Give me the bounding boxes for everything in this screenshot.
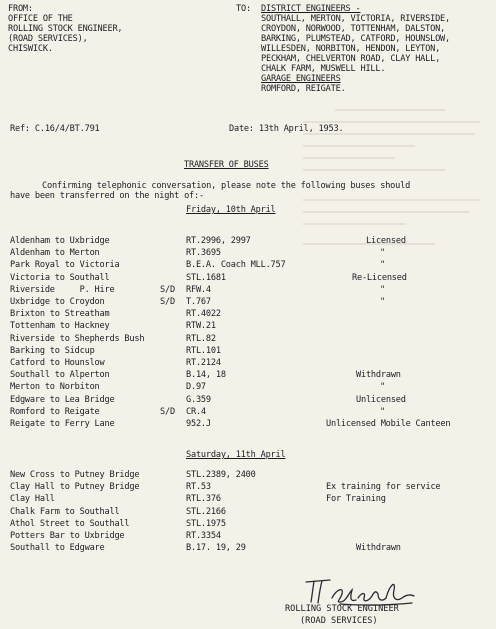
single-deck-cell: S/D <box>160 406 175 417</box>
route-cell: Victoria to Southall <box>10 272 110 283</box>
from-line-1: OFFICE OF THE <box>8 14 73 24</box>
garage-line: ROMFORD, REIGATE. <box>261 84 346 94</box>
route-cell: Riverside to Shepherds Bush <box>10 333 145 344</box>
bus-number-cell: RT.2996, 2997 <box>186 236 251 246</box>
from-line-3: (ROAD SERVICES), <box>8 34 88 44</box>
route-cell: Clay Hall <box>10 494 55 505</box>
status-note-cell: Unlicensed Mobile Canteen <box>326 419 451 429</box>
table-row <box>0 470 496 480</box>
document-title: TRANSFER OF BUSES <box>184 160 269 170</box>
route-cell: Barking to Sidcup <box>10 345 95 356</box>
route-cell: Park Royal to Victoria <box>10 260 120 271</box>
status-note-cell: Withdrawn <box>356 543 401 554</box>
to-line-1: SOUTHALL, MERTON, VICTORIA, RIVERSIDE, <box>261 14 451 24</box>
status-note-cell: " <box>380 382 385 393</box>
table-row <box>0 260 496 270</box>
route-cell: Reigate to Ferry Lane <box>10 419 115 429</box>
route-cell: Uxbridge to Croydon <box>10 297 105 307</box>
route-cell: Riverside P. Hire <box>10 284 115 295</box>
table-row <box>0 370 496 380</box>
bus-number-cell: B.17. 19, 29 <box>186 543 246 554</box>
bus-number-cell: RTL.101 <box>186 345 221 356</box>
route-cell: Clay Hall to Putney Bridge <box>10 482 140 493</box>
table-row <box>0 382 496 392</box>
from-label: FROM: <box>8 4 33 14</box>
bus-number-cell: STL.1975 <box>186 518 226 529</box>
intro-line-2: have been transferred on the night of:- <box>10 191 204 201</box>
to-line-4: WILLESDEN, NORBITON, HENDON, LEYTON, <box>261 44 441 54</box>
to-line-6: CHALK FARM, MUSWELL HILL. <box>261 64 386 74</box>
table-row <box>0 395 496 405</box>
section-heading-saturday: Saturday, 11th April <box>186 450 286 460</box>
route-cell: Brixton to Streatham <box>10 309 110 320</box>
status-note-cell: " <box>380 284 385 295</box>
to-heading: DISTRICT ENGINEERS - <box>261 4 361 14</box>
single-deck-cell: S/D <box>160 297 175 307</box>
to-line-3: BARKING, PLUMSTEAD, CATFORD, HOUNSLOW, <box>261 34 451 44</box>
section-heading-friday: Friday, 10th April <box>186 205 276 215</box>
bus-number-cell: STL.1681 <box>186 272 226 283</box>
route-cell: Southall to Alperton <box>10 370 110 381</box>
bus-number-cell: B.E.A. Coach MLL.757 <box>186 260 286 271</box>
status-note-cell: Ex training for service <box>326 482 441 493</box>
route-cell: New Cross to Putney Bridge <box>10 470 140 480</box>
bus-number-cell: T.767 <box>186 297 211 307</box>
bus-number-cell: B.14, 18 <box>186 370 226 381</box>
route-cell: Athol Street to Southall <box>10 518 130 529</box>
table-row <box>0 494 496 504</box>
table-row <box>0 321 496 331</box>
handwritten-signature <box>300 576 420 606</box>
bus-number-cell: 952.J <box>186 419 211 429</box>
table-row <box>0 519 496 529</box>
reference-number: Ref: C.16/4/BT.791 <box>10 124 100 134</box>
route-cell: Aldenham to Uxbridge <box>10 236 110 246</box>
to-line-5: PECKHAM, CHELVERTON ROAD, CLAY HALL, <box>261 54 441 64</box>
garage-heading: GARAGE ENGINEERS <box>261 74 341 84</box>
route-cell: Potters Bar to Uxbridge <box>10 531 125 541</box>
intro-line-1: Confirming telephonic conversation, please note the following buses should <box>42 181 411 191</box>
status-note-cell: " <box>380 260 385 271</box>
bus-number-cell: RT.2124 <box>186 358 221 368</box>
to-line-2: CROYDON, NORWOOD, TOTTENHAM, DALSTON, <box>261 24 446 34</box>
bus-number-cell: RTL.82 <box>186 333 216 344</box>
route-cell: Edgware to Lea Bridge <box>10 394 115 405</box>
status-note-cell: Licensed <box>366 236 406 246</box>
table-row <box>0 482 496 492</box>
bus-number-cell: RTL.376 <box>186 494 221 505</box>
table-row <box>0 236 496 246</box>
status-note-cell: " <box>380 297 385 307</box>
table-row <box>0 419 496 429</box>
bus-number-cell: G.359 <box>186 394 211 405</box>
table-row <box>0 309 496 319</box>
route-cell: Chalk Farm to Southall <box>10 506 120 517</box>
route-cell: Romford to Reigate <box>10 406 100 417</box>
table-row <box>0 531 496 541</box>
table-row <box>0 358 496 368</box>
bus-number-cell: RT.53 <box>186 482 211 493</box>
bus-number-cell: STL.2389, 2400 <box>186 470 256 480</box>
table-row <box>0 297 496 307</box>
route-cell: Merton to Norbiton <box>10 382 100 393</box>
table-row <box>0 346 496 356</box>
signature-title: ROLLING STOCK ENGINEER <box>285 604 399 614</box>
status-note-cell: " <box>380 248 385 259</box>
table-row <box>0 334 496 344</box>
bus-number-cell: RT.3354 <box>186 531 221 541</box>
status-note-cell: " <box>380 406 385 417</box>
from-line-2: ROLLING STOCK ENGINEER, <box>8 24 123 34</box>
route-cell: Southall to Edgware <box>10 543 105 554</box>
bus-number-cell: RT.4022 <box>186 309 221 320</box>
table-row <box>0 273 496 283</box>
route-cell: Aldenham to Merton <box>10 248 100 259</box>
table-row <box>0 248 496 258</box>
status-note-cell: Re-Licensed <box>352 272 407 283</box>
status-note-cell: Unlicensed <box>356 394 406 405</box>
status-note-cell: Withdrawn <box>356 370 401 381</box>
show-through-marks <box>295 100 490 250</box>
signature-subtitle: (ROAD SERVICES) <box>300 616 378 626</box>
document-date: Date: 13th April, 1953. <box>229 124 344 134</box>
route-cell: Tottenham to Hackney <box>10 321 110 332</box>
single-deck-cell: S/D <box>160 284 175 295</box>
bus-number-cell: RT.3695 <box>186 248 221 259</box>
table-row <box>0 407 496 417</box>
to-label: TO: <box>236 4 251 14</box>
bus-number-cell: D.97 <box>186 382 206 393</box>
bus-number-cell: RFW.4 <box>186 284 211 295</box>
table-row <box>0 285 496 295</box>
bus-number-cell: STL.2166 <box>186 506 226 517</box>
status-note-cell: For Training <box>326 494 386 505</box>
bus-number-cell: CR.4 <box>186 406 206 417</box>
bus-number-cell: RTW.21 <box>186 321 216 332</box>
table-row <box>0 543 496 553</box>
route-cell: Catford to Hounslow <box>10 358 105 368</box>
from-line-4: CHISWICK. <box>8 44 53 54</box>
table-row <box>0 507 496 517</box>
